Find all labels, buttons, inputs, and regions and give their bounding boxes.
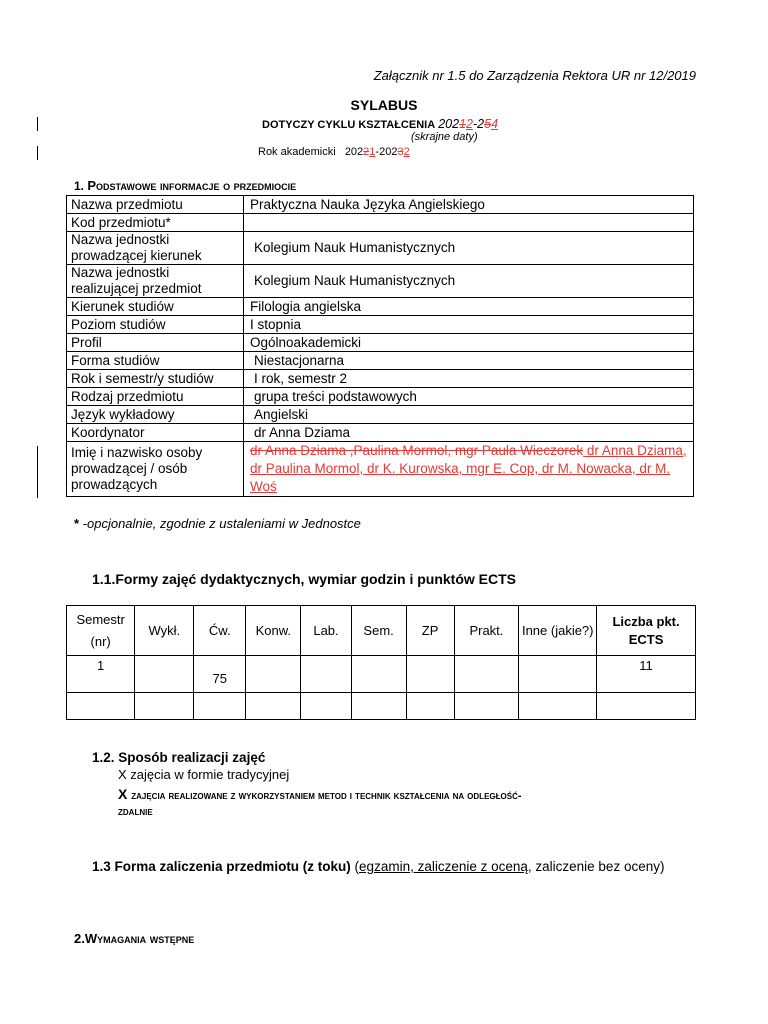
info-key: Rok i semestr/y studiów [67,370,244,388]
forms-header-cell: Semestr (nr) [67,606,135,656]
info-row [67,370,694,388]
forms-data-cell [246,656,301,693]
info-row [67,334,694,352]
forms-data-row [67,693,696,720]
forms-header-cell: Inne (jakie?) [519,606,597,656]
section-1-1-heading: 1.1.Formy zajęć dydaktycznych, wymiar godzin i punktów ECTS [92,571,516,587]
forms-data-cell: 11 [597,656,696,693]
info-row [67,388,694,406]
info-key: Nazwa jednostki prowadzącej kierunek [67,232,244,265]
info-value: grupa treści podstawowych [244,388,694,406]
info-row [67,424,694,442]
info-key: Kod przedmiotu* [67,214,244,232]
info-value [244,214,694,232]
forms-header-cell: Konw. [246,606,301,656]
info-value-teachers [244,442,694,497]
forms-data-row [67,656,696,693]
syllabus-title-text: SYLABUS [350,97,418,113]
info-value: I rok, semestr 2 [244,370,694,388]
info-row [67,265,694,298]
info-key: Nazwa jednostki realizującej przedmiot [67,265,244,298]
revision-bar [37,446,38,498]
section-2-heading: 2.Wymagania wstępne [74,931,195,946]
delivery-option-remote-cont: zdalnie [118,806,153,818]
forms-data-cell [135,656,194,693]
forms-header-cell: Lab. [301,606,351,656]
teaching-forms-table [66,605,696,720]
revision-bar [37,117,38,131]
forms-data-cell [351,693,406,720]
section-1-2-heading: 1.2. Sposób realizacji zajęć [92,750,266,765]
section-1-3: 1.3 Forma zaliczenia przedmiotu (z toku) (egzamin, zaliczenie z oceną, zaliczenie bez oceny) [92,859,665,874]
info-row [67,406,694,424]
info-row [67,214,694,232]
forms-header-cell: Ćw. [194,606,246,656]
info-row [67,316,694,334]
info-key: Język wykładowy [67,406,244,424]
forms-data-cell [454,693,519,720]
forms-data-cell [406,693,454,720]
info-value: I stopnia [244,316,694,334]
info-row-teachers [67,442,694,497]
forms-data-cell [597,693,696,720]
forms-data-cell [301,693,351,720]
academic-year: Rok akademicki 20221-20232 [258,146,410,158]
teachers-inserted: dr Anna Dziama, dr Paulina Mormol, dr K. Kurowska, mgr E. Cop, dr M. Nowacka, dr M. Woś [250,443,687,494]
info-key: Koordynator [67,424,244,442]
forms-data-cell [519,693,597,720]
forms-header-row [67,606,696,656]
info-row [67,196,694,214]
info-value: Niestacjonarna [244,352,694,370]
forms-header-cell: Prakt. [454,606,519,656]
info-value: dr Anna Dziama [244,424,694,442]
footnote: * -opcjonalnie, zgodnie z ustaleniami w Jednostce [74,516,361,531]
revision-bar [37,146,38,160]
info-row [67,352,694,370]
info-value: Filologia angielska [244,298,694,316]
info-row [67,232,694,265]
syllabus-title [0,97,768,113]
info-key: Forma studiów [67,352,244,370]
cycle-line [262,117,498,131]
forms-header-cell: ZP [406,606,454,656]
delivery-option-traditional: X zajęcia w formie tradycyjnej [118,767,290,782]
info-value: Kolegium Nauk Humanistycznych [244,232,694,265]
forms-data-cell [301,656,351,693]
forms-data-cell [519,656,597,693]
info-key: Poziom studiów [67,316,244,334]
info-key: Kierunek studiów [67,298,244,316]
forms-data-cell [67,693,135,720]
forms-data-cell [351,656,406,693]
delivery-option-remote: X zajęcia realizowane z wykorzystaniem metod i technik kształcenia na odległość- [118,786,522,802]
forms-header-cell: Wykł. [135,606,194,656]
forms-data-cell: 75 [194,656,246,693]
forms-data-cell [246,693,301,720]
info-key: Nazwa przedmiotu [67,196,244,214]
forms-data-cell [406,656,454,693]
info-value: Kolegium Nauk Humanistycznych [244,265,694,298]
forms-data-cell [454,656,519,693]
basic-info-table [66,195,694,497]
info-key: Imię i nazwisko osoby prowadzącej / osób prowadzących [67,442,244,497]
forms-data-cell [194,693,246,720]
info-row [67,298,694,316]
info-value: Ogólnoakademicki [244,334,694,352]
cycle-years: 20212-254 [438,117,499,131]
info-value: Praktyczna Nauka Języka Angielskiego [244,196,694,214]
forms-data-cell: 1 [67,656,135,693]
teachers-deleted: dr Anna Dziama ,Paulina Mormol, mgr Paula Wieczorek [250,443,584,458]
forms-header-cell: Sem. [351,606,406,656]
info-key: Rodzaj przedmiotu [67,388,244,406]
cycle-note: (skrajne daty) [411,131,478,143]
info-value: Angielski [244,406,694,424]
cycle-prefix: DOTYCZY CYKLU KSZTAŁCENIA [262,119,436,131]
annex-note: Załącznik nr 1.5 do Zarządzenia Rektora UR nr 12/2019 [373,68,696,83]
forms-header-cell: Liczba pkt. ECTS [597,606,696,656]
section-1-heading: 1. Podstawowe informacje o przedmiocie [74,178,297,193]
forms-data-cell [135,693,194,720]
info-key: Profil [67,334,244,352]
